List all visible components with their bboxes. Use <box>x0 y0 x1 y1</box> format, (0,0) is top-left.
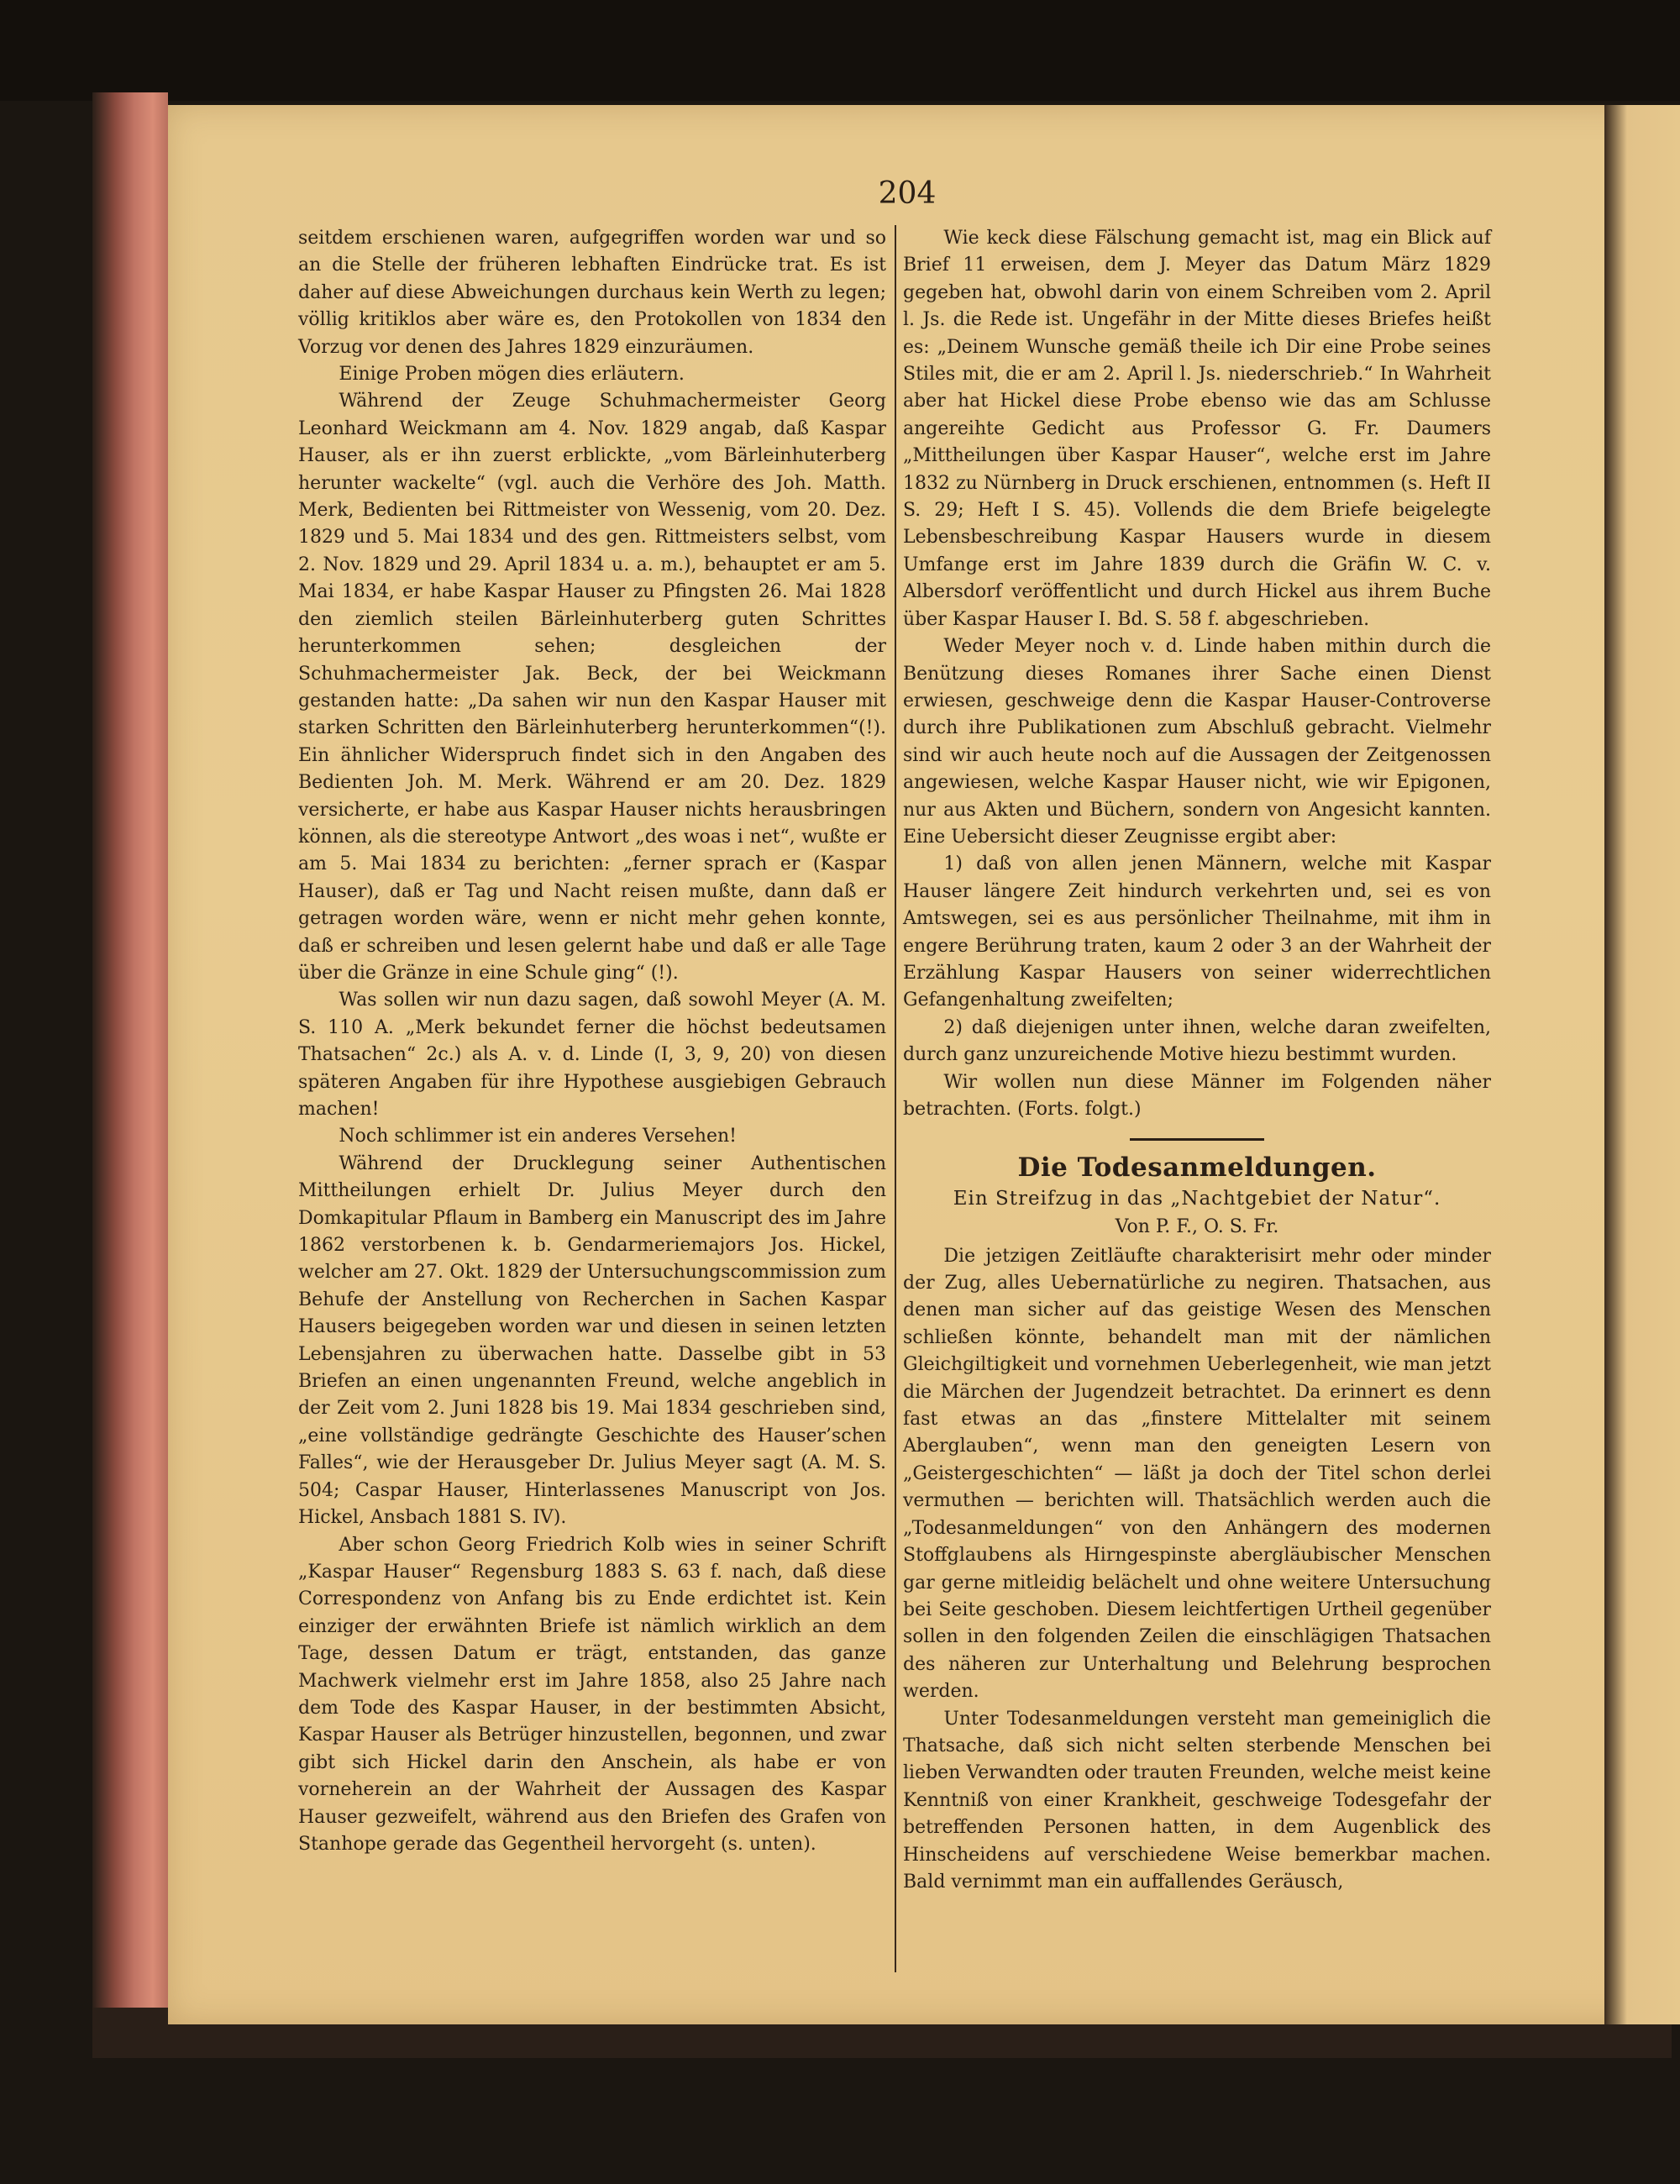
article-subtitle: Ein Streifzug in das „Nachtgebiet der Natur“. <box>953 1187 1441 1210</box>
background-top <box>0 0 1680 101</box>
right-column-continued-text <box>903 225 1491 1123</box>
paragraph: Während der Drucklegung seiner Authentischen Mittheilungen erhielt Dr. Julius Meyer durch den Domkapitular Pflaum in Bamberg ein Manuscript des im Jahre 1862 verstorbenen k. b. Gendarmeriemajors Jos. Hickel, welcher am 27. Okt. 1829 der Untersuchungscommission zum Behufe der Anstellung von Recherchen in Sachen Kaspar Hausers beigegeben worden war und diesen in seinen letzten Lebensjahren zu überwachen hatte. Dasselbe gibt in 53 Briefen an einen ungenannten Freund, welche angeblich in der Zeit vom 2. Juni 1828 bis 19. Mai 1834 geschrieben sind, „eine vollständige gedrängte Geschichte des Hauser’schen Falles“, wie der Herausgeber Dr. Julius Meyer sagt (A. M. S. 504; Caspar Hauser, Hinterlassenes Manuscript von Jos. Hickel, Ansbach 1881 S. IV). <box>298 1152 886 1529</box>
paragraph: Unter Todesanmeldungen versteht man gemeiniglich die Thatsache, daß sich nicht selten sterbende Menschen bei lieben Verwandten oder trauten Freunden, welche meist keine Kenntniß von einer Krankheit, geschweige Todesgefahr der betreffenden Personen hatten, in dem Augenblick des Hinscheidens auf verschiedene Weise bemerkbar machen. Bald vernimmt man ein auffallendes Geräusch, <box>903 1708 1491 1893</box>
paragraph: Aber schon Georg Friedrich Kolb wies in seiner Schrift „Kaspar Hauser“ Regensburg 1883 S. 63 f. nach, daß diese Correspondenz von Anfang bis zu Ende erdichtet ist. Kein einziger der erwähnten Briefe ist nämlich wirklich an dem Tage, dessen Datum er trägt, entstanden, das ganze Machwerk vielmehr erst im Jahre 1858, also 25 Jahre nach dem Tode des Kaspar Hauser, in der bestimmten Absicht, Kaspar Hauser als Betrüger hinzustellen, begonnen, und zwar gibt sich Hickel darin den Anschein, als habe er von vorneherein an der Wahrheit der Aussagen des Kaspar Hauser gezweifelt, während aus den Briefen des Grafen von Stanhope gerade das Gegentheil hervorgeht (s. unten). <box>298 1534 886 1855</box>
paragraph: 2) daß diejenigen unter ihnen, welche daran zweifelten, durch ganz unzureichende Motive hiezu bestimmt wurden. <box>903 1016 1491 1066</box>
article-body <box>903 1243 1491 1897</box>
paragraph: Einige Proben mögen dies erläutern. <box>339 364 685 386</box>
page-edges-left <box>92 92 168 2024</box>
paragraph: seitdem erschienen waren, aufgegriffen worden war und so an die Stelle der früheren lebhaften Eindrücke trat. Es ist daher auf diese Abweichungen durchaus kein Werth zu legen; völlig kritiklos aber wäre es, den Protokollen von 1834 den Vorzug vor denen des Jahres 1829 einzuräumen. <box>298 228 886 358</box>
next-page-edge <box>1604 105 1680 2024</box>
paragraph: Während der Zeuge Schuhmachermeister Georg Leonhard Weickmann am 4. Nov. 1829 angab, daß Kaspar Hauser, als er ihn zuerst erblickte, „vom Bärleinhuterberg herunter wackelte“ (vgl. auch die Verhöre des Joh. Matth. Merk, Bedienten bei Rittmeister von Wessenig, vom 20. Dez. 1829 und 5. Mai 1834 und des gen. Rittmeisters selbst, vom 2. Nov. 1829 und 29. April 1834 u. a. m.), behauptet er am 5. Mai 1834, er habe Kaspar Hauser zu Pfingsten 26. Mai 1828 den ziemlich steilen Bärleinhuterberg guten Schrittes herunterkommen sehen; desgleichen der Schuhmachermeister Jak. Beck, der bei Weickmann gestanden hatte: „Da sahen wir nun den Kaspar Hauser mit starken Schritten den Bärleinhuterberg herunterkommen“(!). Ein ähnlicher Widerspruch findet sich in den Angaben des Bedienten Joh. M. Merk. Während er am 20. Dez. 1829 versicherte, er habe aus Kaspar Hauser nichts herausbringen können, als die stereotype Antwort „des woas i net“, wußte er am 5. Mai 1834 zu berichten: „ferner sprach er (Kaspar Hauser), daß er Tag und Nacht reisen mußte, dann daß er getragen worden wäre, wenn er nicht mehr gehen konnte, daß er schreiben und lesen gelernt habe und daß er alle Tage über die Gränze in eine Schule ging“ (!). <box>298 391 886 984</box>
paragraph: Die jetzigen Zeitläufte charakterisirt mehr oder minder der Zug, alles Uebernatürliche zu negiren. Thatsachen, aus denen man sicher auf das geistige Wesen des Menschen schließen könnte, behandelt man mit der nämlichen Gleichgiltigkeit und vornehmen Ueberlegenheit, wie man jetzt die Märchen der Jugendzeit betrachtet. Da erinnert es denn fast etwas an das „finstere Mittelalter mit seinem Aberglauben“, wenn man den geneigten Lesern von „Geistergeschichten“ — läßt ja doch der Titel schon derlei vermuthen — berichten will. Thatsächlich werden auch die „Todesanmeldungen“ von den Anhängern des modernen Stoffglaubens als Hirngespinste abergläubischer Menschen gar gerne mitleidig belächelt und ohne weitere Untersuchung bei Seite geschoben. Diesem leichtfertigen Urtheil gegenüber sollen in den folgenden Zeilen die einschlägigen Thatsachen des näheren zur Unterhaltung und Belehrung besprochen werden. <box>903 1245 1491 1703</box>
page-number: 204 <box>878 176 937 211</box>
article-title: Die Todesanmeldungen. <box>1017 1152 1377 1184</box>
paragraph: Was sollen wir nun dazu sagen, daß sowohl Meyer (A. M. S. 110 A. „Merk bekundet ferner die höchst bedeutsamen Thatsachen“ 2c.) als A. v. d. Linde (I, 3, 9, 20) von diesen späteren Angaben für ihre Hypothese ausgiebigen Gebrauch machen! <box>298 990 886 1120</box>
paragraph: Wir wollen nun diese Männer im Folgenden näher betrachten. (Forts. folgt.) <box>903 1071 1491 1120</box>
section-divider <box>1130 1138 1264 1141</box>
paragraph: Wie keck diese Fälschung gemacht ist, mag ein Blick auf Brief 11 erweisen, dem J. Meyer das Datum März 1829 gegeben hat, obwohl darin von einem Schreiben vom 2. April l. Js. die Rede ist. Ungefähr in der Mitte dieses Briefes heißt es: „Deinem Wunsche gemäß theile ich Dir eine Probe seines Stiles mit, die er am 2. April l. Js. niederschrieb.“ In Wahrheit aber hat Hickel diese Probe ebenso wie das am Schlusse angereihte Gedicht aus Professor G. Fr. Daumers „Mittheilungen über Kaspar Hauser“, welche erst im Jahre 1832 zu Nürnberg in Druck erschienen, entnommen (s. Heft II S. 29; Heft I S. 45). Vollends die dem Briefe beigelegte Lebensbeschreibung Kaspar Hausers wurde in diesem Umfange erst im Jahre 1839 durch die Gräfin W. C. v. Albersdorf veröffentlicht und durch Hickel aus ihrem Buche über Kaspar Hauser I. Bd. S. 58 f. abgeschrieben. <box>903 228 1491 630</box>
right-column <box>903 225 1491 1896</box>
left-column <box>298 225 886 1858</box>
paragraph: Noch schlimmer ist ein anderes Versehen! <box>339 1126 737 1147</box>
paragraph: 1) daß von allen jenen Männern, welche mit Kaspar Hauser längere Zeit hindurch verkehrten und, sei es von Amtswegen, sei es aus persönlicher Theilnahme, mit ihm in engere Berührung traten, kaum 2 oder 3 an der Wahrheit der Erzählung Kaspar Hausers von seiner widerrechtlichen Gefangenhaltung zweifelten; <box>903 853 1491 1011</box>
article-byline: Von P. F., O. S. Fr. <box>1115 1216 1279 1238</box>
column-divider <box>895 225 896 1972</box>
paragraph: Weder Meyer noch v. d. Linde haben mithin durch die Benützung dieses Romanes ihrer Sache einen Dienst erwiesen, geschweige denn die Kaspar Hauser-Controverse durch ihre Publikationen zum Abschluß gebracht. Vielmehr sind wir auch heute noch auf die Aussagen der Zeitgenossen angewiesen, welche Kaspar Hauser nicht, wie wir Epigonen, nur aus Akten und Büchern, sondern von Angesicht kannten. Eine Uebersicht dieser Zeugnisse ergibt aber: <box>903 636 1491 848</box>
